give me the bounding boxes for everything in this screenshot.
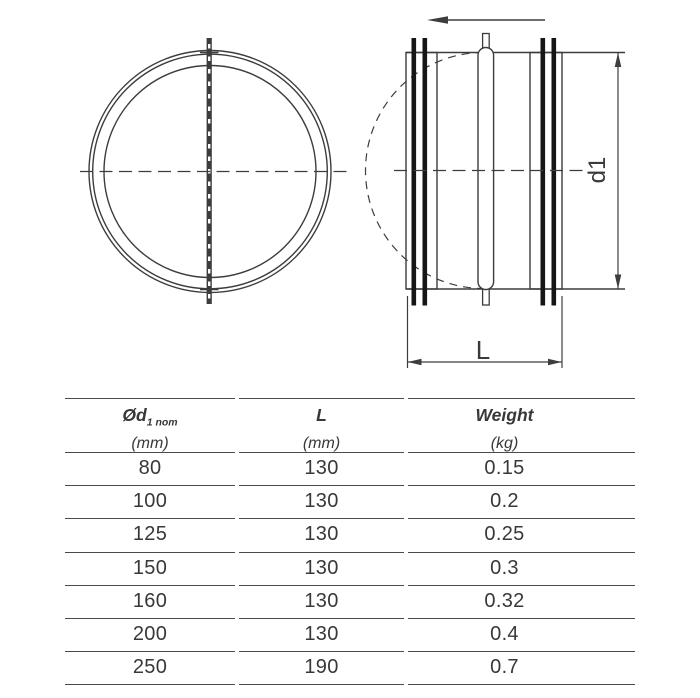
header-diameter-unit: (mm) bbox=[131, 435, 169, 453]
table-row bbox=[65, 553, 635, 586]
header-weight-symbol: Weight bbox=[475, 405, 534, 425]
d1-dimension bbox=[584, 53, 621, 289]
seal-bar bbox=[541, 38, 546, 306]
header-weight-unit: (kg) bbox=[490, 435, 519, 453]
header-diameter-symbol: Ød bbox=[122, 405, 147, 425]
cell-length: 130 bbox=[239, 453, 404, 486]
cell-diameter: 80 bbox=[65, 453, 235, 486]
l-dimension-label: L bbox=[475, 335, 491, 365]
airflow-arrow bbox=[427, 16, 545, 24]
cell-diameter: 100 bbox=[65, 486, 235, 519]
damper-blade-edge bbox=[478, 48, 494, 290]
header-length bbox=[239, 398, 404, 453]
dimension-table bbox=[65, 398, 635, 685]
pivot-pin-bottom bbox=[483, 288, 490, 305]
cell-weight: 0.2 bbox=[408, 486, 635, 519]
header-length-unit: (mm) bbox=[302, 435, 341, 453]
header-length-symbol: L bbox=[316, 405, 327, 425]
table-row bbox=[65, 486, 635, 519]
seal-bar bbox=[423, 38, 428, 306]
cell-weight: 0.25 bbox=[408, 519, 635, 552]
table-row bbox=[65, 453, 635, 486]
cell-weight: 0.3 bbox=[408, 553, 635, 586]
cell-length: 130 bbox=[239, 519, 404, 552]
table-header-row bbox=[65, 398, 635, 453]
d1-dimension-label: d1 bbox=[584, 156, 611, 184]
table-row bbox=[65, 652, 635, 685]
cell-diameter: 250 bbox=[65, 652, 235, 685]
seal-bar bbox=[552, 38, 557, 306]
cell-length: 130 bbox=[239, 553, 404, 586]
header-weight bbox=[408, 398, 635, 453]
cell-length: 130 bbox=[239, 619, 404, 652]
header-diameter bbox=[65, 398, 235, 453]
l-dimension bbox=[408, 296, 563, 368]
table-row bbox=[65, 619, 635, 652]
cell-weight: 0.4 bbox=[408, 619, 635, 652]
cell-diameter: 200 bbox=[65, 619, 235, 652]
table-row bbox=[65, 586, 635, 619]
header-diameter-subscript: 1 nom bbox=[146, 416, 178, 429]
cell-length: 130 bbox=[239, 586, 404, 619]
side-view bbox=[365, 16, 625, 368]
cell-weight: 0.7 bbox=[408, 652, 635, 685]
cell-diameter: 160 bbox=[65, 586, 235, 619]
cell-weight: 0.32 bbox=[408, 586, 635, 619]
seal-bar bbox=[412, 38, 417, 306]
table-row bbox=[65, 519, 635, 552]
cell-length: 190 bbox=[239, 652, 404, 685]
cell-weight: 0.15 bbox=[408, 453, 635, 486]
cell-diameter: 125 bbox=[65, 519, 235, 552]
cell-diameter: 150 bbox=[65, 553, 235, 586]
cell-length: 130 bbox=[239, 486, 404, 519]
front-view bbox=[80, 38, 348, 304]
